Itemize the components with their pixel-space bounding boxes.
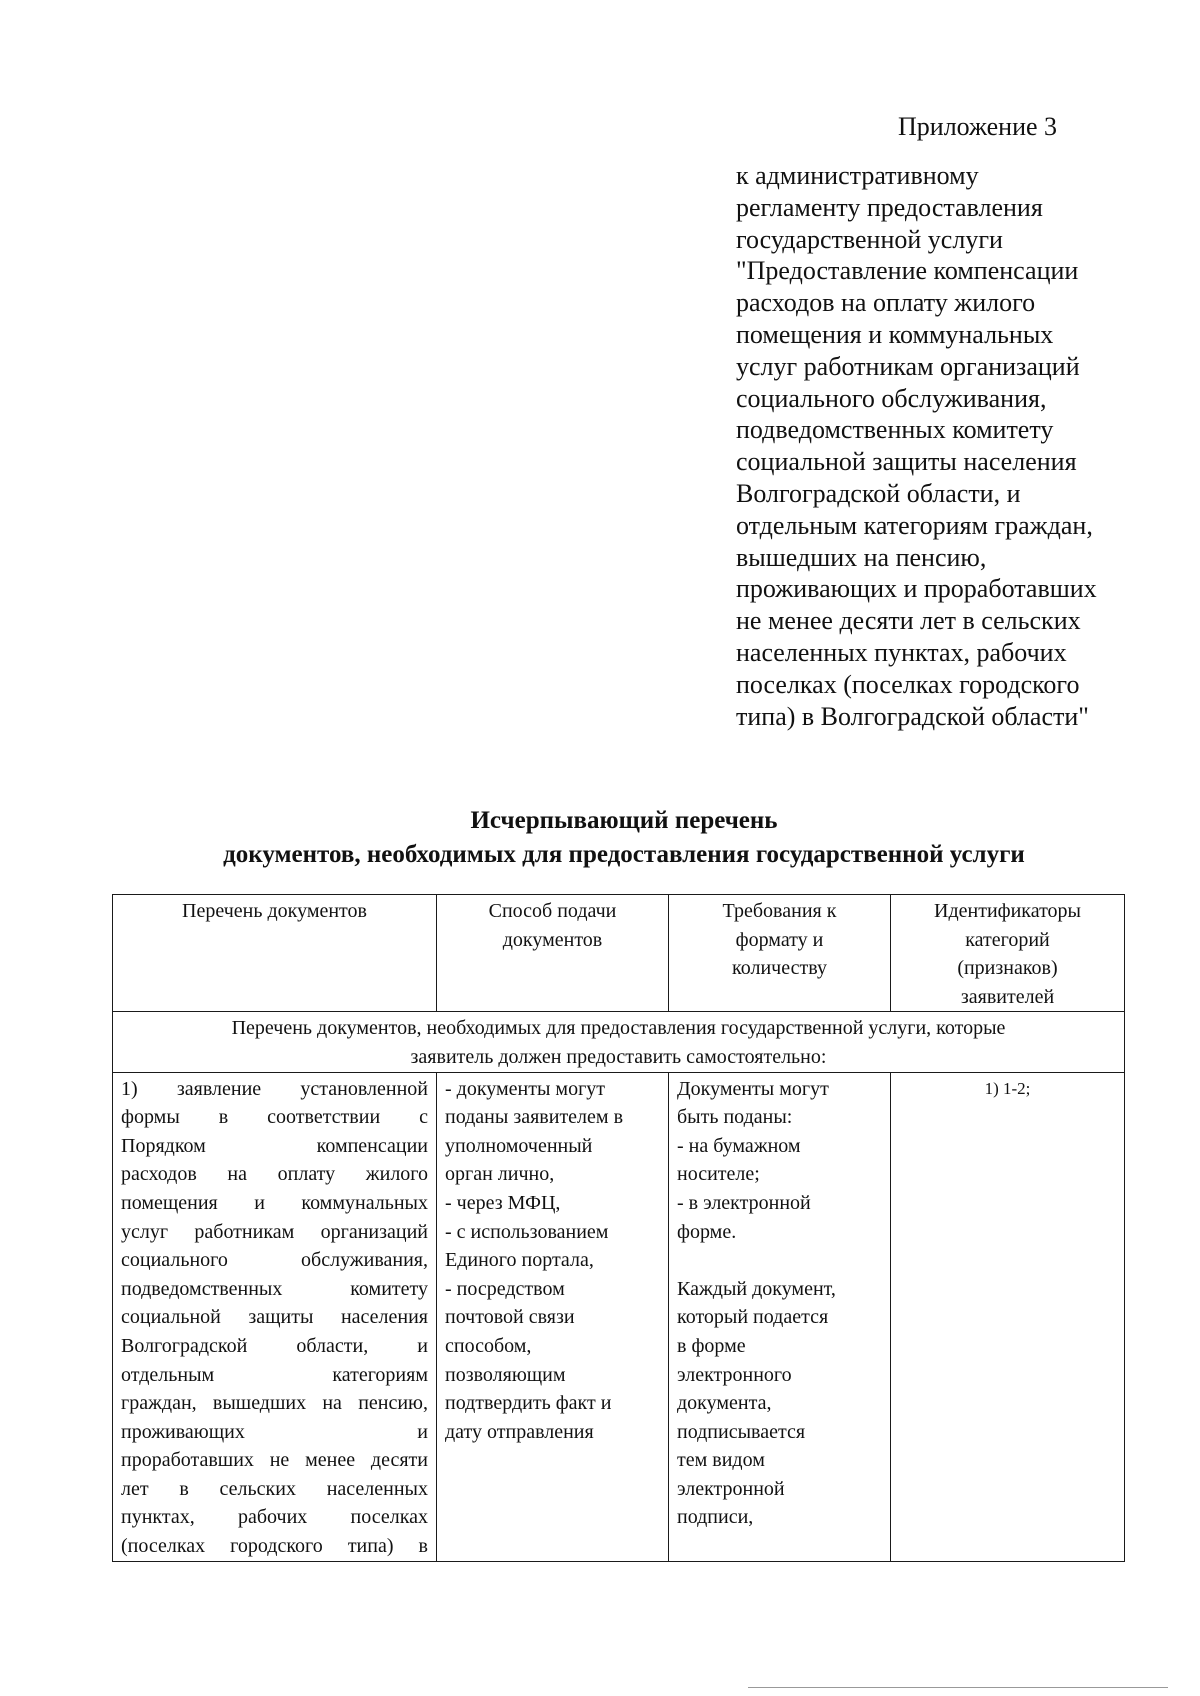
header-line: Идентификаторы xyxy=(934,900,1081,922)
bottom-divider xyxy=(748,1687,1168,1688)
document-description-line: граждан, вышедших на пенсию, xyxy=(121,1392,428,1415)
documents-table xyxy=(112,894,1125,1562)
submission-method-line: - с использованием xyxy=(445,1220,609,1243)
header-line: категорий xyxy=(965,928,1050,951)
header-line: заявителей xyxy=(960,985,1055,1008)
format-requirement-line: электронного xyxy=(677,1363,792,1386)
submission-method-line: - через МФЦ, xyxy=(445,1191,561,1214)
section-heading xyxy=(113,1012,1125,1072)
document-description-line: лет в сельских населенных xyxy=(121,1477,428,1500)
header-line: документов xyxy=(502,928,603,951)
appendix-line: не менее десяти лет в сельских xyxy=(736,606,1081,636)
appendix-line: социального обслуживания, xyxy=(736,383,1047,413)
table-section-row xyxy=(113,1012,1125,1072)
submission-method-line: поданы заявителем в xyxy=(445,1106,624,1129)
submission-method-line: подтвердить факт и xyxy=(445,1392,612,1415)
format-requirement-line: Документы могут xyxy=(677,1077,829,1100)
document-description-line: Волгоградской области, и xyxy=(121,1334,428,1357)
cell-format-requirements xyxy=(669,1072,891,1561)
format-requirement-line: Каждый документ, xyxy=(677,1277,836,1300)
document-description-line: социальной защиты населения xyxy=(121,1306,428,1329)
header-line: Требования к xyxy=(722,900,837,922)
document-description-line: подведомственных комитету xyxy=(121,1277,428,1300)
format-requirement-line: в форме xyxy=(677,1334,746,1357)
document-description-line: формы в соответствии с xyxy=(121,1106,428,1129)
document-description-line: социального обслуживания, xyxy=(121,1249,428,1272)
header-submission-method xyxy=(437,895,669,1012)
format-requirement-line: носителе; xyxy=(677,1163,760,1186)
format-requirement-line: электронной xyxy=(677,1477,785,1500)
document-description-line: помещения и коммунальных xyxy=(121,1191,428,1214)
header-format-requirements xyxy=(669,895,891,1012)
document-description-line: 1) заявление установленной xyxy=(121,1077,428,1100)
appendix-line: государственной услуги xyxy=(736,224,1003,254)
header-line: количеству xyxy=(732,957,827,980)
appendix-reference xyxy=(736,160,1176,732)
section-heading-line-2: заявитель должен предоставить самостоятельно: xyxy=(410,1045,827,1068)
format-requirement-line: документа, xyxy=(677,1392,772,1415)
document-description-line: услуг работникам организаций xyxy=(121,1220,428,1243)
cell-submission-method xyxy=(437,1072,669,1561)
appendix-line: помещения и коммунальных xyxy=(736,319,1054,349)
header-line: формату и xyxy=(735,928,824,951)
document-title-line-2: документов, необходимых для предоставления государственной услуги xyxy=(223,841,1025,868)
header-line: Перечень документов xyxy=(182,900,367,922)
appendix-line: регламенту предоставления xyxy=(736,192,1043,222)
format-requirement-line: подписывается xyxy=(677,1420,806,1443)
document-description-line: (поселках городского типа) в xyxy=(121,1535,428,1558)
table-header-row xyxy=(113,895,1125,1012)
document-title-line-1: Исчерпывающий перечень xyxy=(470,807,778,834)
appendix-line: расходов на оплату жилого xyxy=(736,288,1036,318)
appendix-line: социальной защиты населения xyxy=(736,447,1077,477)
format-requirement-line: подписи, xyxy=(677,1506,754,1529)
appendix-number: Приложение 3 xyxy=(898,112,1058,141)
section-heading-line-1: Перечень документов, необходимых для предоставления государственной услуги, которые xyxy=(231,1017,1006,1040)
submission-method-line: орган лично, xyxy=(445,1163,555,1186)
format-requirement-line: быть поданы: xyxy=(677,1106,793,1129)
document-title xyxy=(108,804,1140,872)
submission-method-line: - документы могут xyxy=(445,1077,606,1100)
table-row xyxy=(113,1072,1125,1561)
submission-method-line: Единого портала, xyxy=(445,1249,594,1272)
submission-method-line: способом, xyxy=(445,1334,532,1357)
header-line: (признаков) xyxy=(957,957,1058,980)
appendix-line: типа) в Волгоградской области" xyxy=(736,701,1089,731)
submission-method-line: дату отправления xyxy=(445,1420,594,1443)
appendix-line: к административному xyxy=(736,161,979,190)
submission-method-line: позволяющим xyxy=(445,1363,566,1386)
appendix-line: услуг работникам организаций xyxy=(736,351,1080,381)
appendix-line: населенных пунктах, рабочих xyxy=(736,637,1067,667)
document-description-line: проработавших не менее десяти xyxy=(121,1449,428,1472)
cell-document-description xyxy=(113,1072,437,1561)
format-requirement-line: который подается xyxy=(677,1306,829,1329)
format-requirement-line: - в электронной xyxy=(677,1191,811,1214)
format-requirement-line: форме. xyxy=(677,1220,737,1243)
document-description-line: проживающих и xyxy=(121,1420,428,1443)
appendix-line: подведомственных комитету xyxy=(736,415,1054,445)
format-requirement-line: тем видом xyxy=(677,1449,765,1472)
appendix-line: вышедших на пенсию, xyxy=(736,542,987,572)
submission-method-line: почтовой связи xyxy=(445,1306,575,1329)
appendix-line: "Предоставление компенсации xyxy=(736,256,1079,286)
cell-applicant-identifier: 1) 1-2; xyxy=(891,1072,1125,1561)
submission-method-line: уполномоченный xyxy=(445,1134,593,1157)
appendix-line: проживающих и проработавших xyxy=(736,574,1097,604)
submission-method-line: - посредством xyxy=(445,1277,565,1300)
header-applicant-identifiers xyxy=(891,895,1125,1012)
document-description-line: Порядком компенсации xyxy=(121,1134,428,1157)
appendix-line: отдельным категориям граждан, xyxy=(736,510,1093,540)
header-documents-list xyxy=(113,895,437,1012)
format-requirement-line: - на бумажном xyxy=(677,1134,801,1157)
appendix-line: Волгоградской области, и xyxy=(736,478,1021,508)
document-description-line: отдельным категориям xyxy=(121,1363,428,1386)
document-description-line: пунктах, рабочих поселках xyxy=(121,1506,428,1529)
header-line: Способ подачи xyxy=(488,900,617,922)
appendix-line: поселках (поселках городского xyxy=(736,669,1080,699)
format-requirement-line xyxy=(677,1246,882,1275)
document-description-line: расходов на оплату жилого xyxy=(121,1163,428,1186)
